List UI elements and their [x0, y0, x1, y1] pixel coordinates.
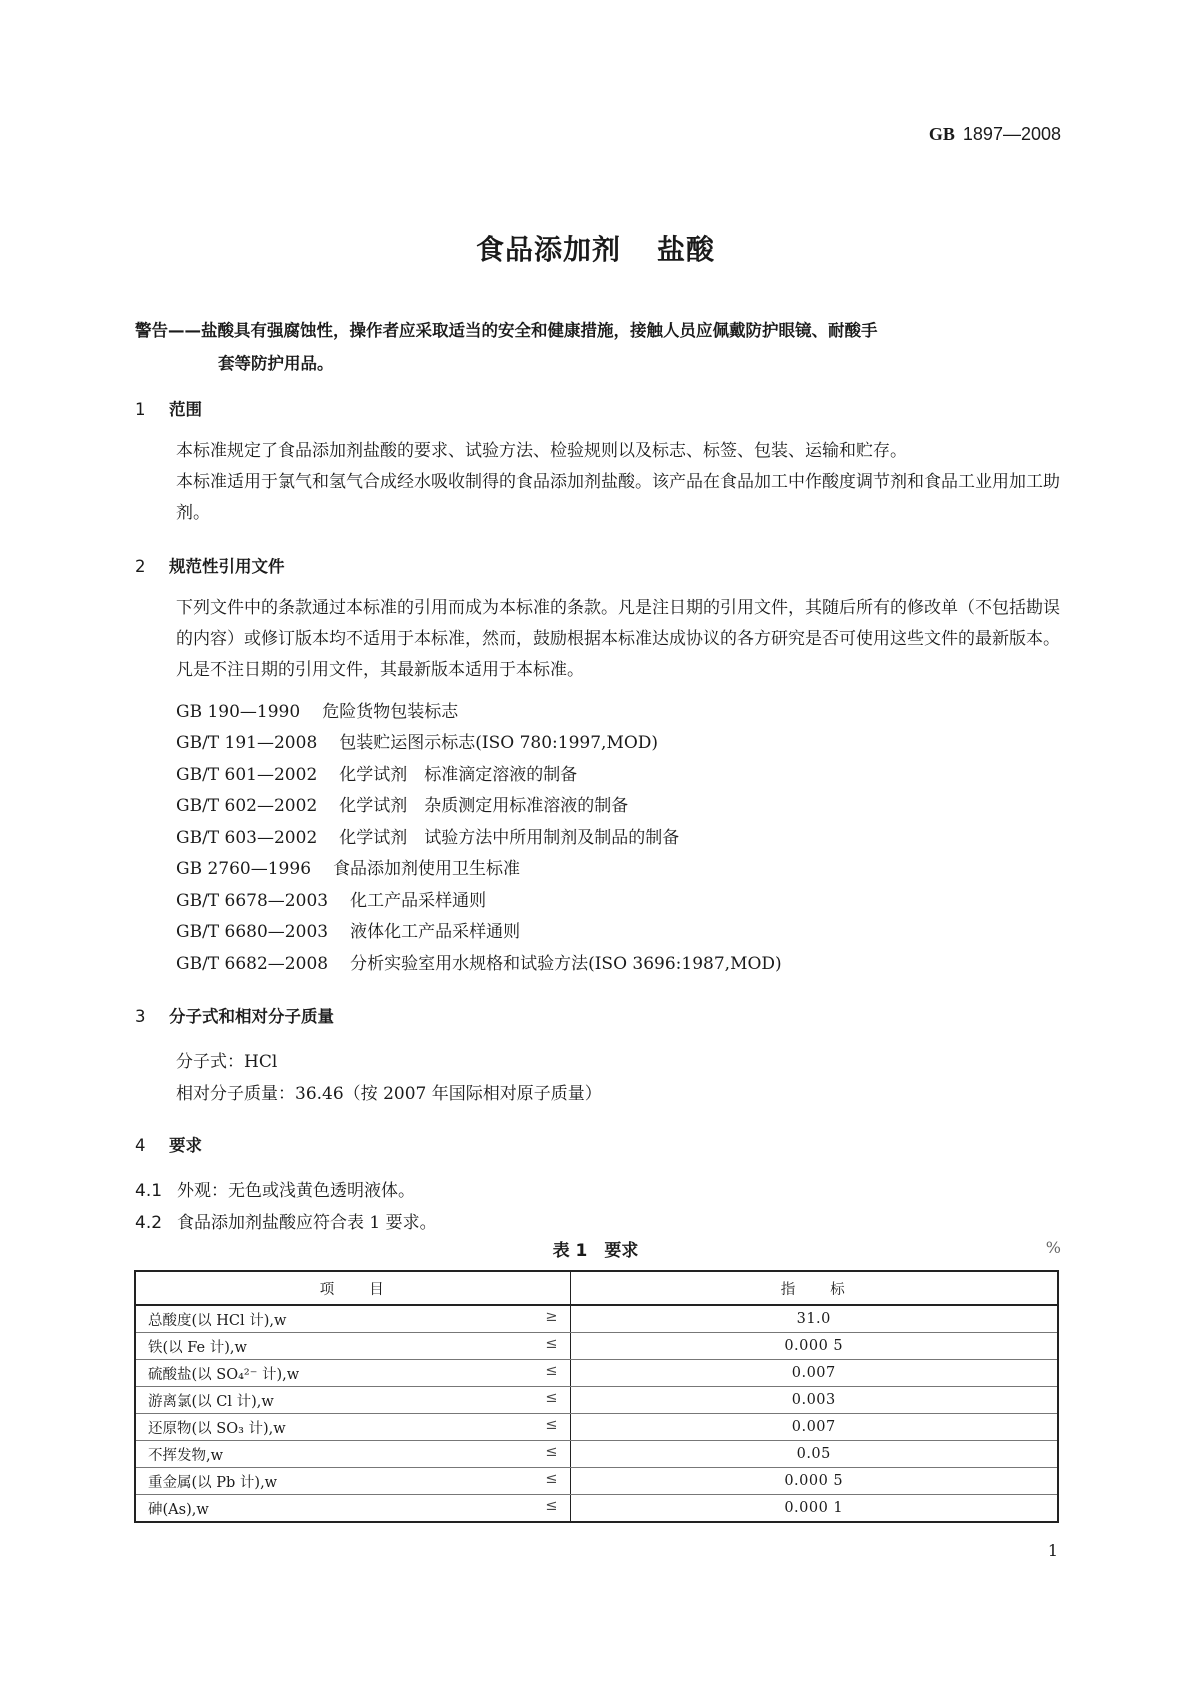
- section-2-para: 下列文件中的条款通过本标准的引用而成为本标准的条款。凡是注日期的引用文件，其随后所有的修改单（不包括勘误的内容）或修订版本均不适用于本标准，然而，鼓励根据本标准达成协议的各方研究是否可使用这些文件的最新版本。凡是不注日期的引用文件，其最新版本适用于本标准。: [176, 598, 1060, 680]
- comparison-operator: ≤: [545, 1390, 558, 1406]
- title-part2: 盐酸: [657, 233, 716, 266]
- row-value: 0.000 5: [570, 1468, 1058, 1495]
- table-row: [135, 1305, 1058, 1333]
- comparison-operator: ≤: [545, 1498, 558, 1514]
- section-1-para2: 本标准适用于氯气和氢气合成经水吸收制得的食品添加剂盐酸。该产品在食品加工中作酸度调节剂和食品工业用加工助剂。: [176, 472, 1060, 523]
- requirements-table: [134, 1270, 1059, 1523]
- page-number: 1: [1047, 1541, 1058, 1560]
- reference-item: GB/T 6678—2003 化工产品采样通则: [176, 891, 487, 911]
- table-row: [135, 1495, 1058, 1523]
- molecular-mass: 相对分子质量：36.46（按 2007 年国际相对原子质量）: [176, 1084, 602, 1104]
- row-item: 铁(以 Fe 计),w: [148, 1339, 247, 1356]
- reference-item: GB 2760—1996 食品添加剂使用卫生标准: [176, 859, 521, 879]
- section-1-body: [135, 436, 1060, 529]
- table-caption: 表 1 要求: [552, 1241, 639, 1261]
- document-title: [0, 228, 1191, 268]
- section-3-heading: 3 分子式和相对分子质量: [135, 1007, 334, 1026]
- row-value: 0.007: [570, 1360, 1058, 1387]
- row-value: 0.05: [570, 1441, 1058, 1468]
- row-item: 总酸度(以 HCl 计),w: [148, 1312, 287, 1329]
- reference-item: GB/T 601—2002 化学试剂 标准滴定溶液的制备: [176, 765, 578, 785]
- comparison-operator: ≥: [545, 1309, 558, 1325]
- reference-item: GB 190—1990 危险货物包装标志: [176, 702, 459, 722]
- warning-line1: 警告——盐酸具有强腐蚀性，操作者应采取适当的安全和健康措施，接触人员应佩戴防护眼镜、耐酸手: [135, 321, 878, 340]
- row-item: 不挥发物,w: [148, 1447, 224, 1464]
- title-part1: 食品添加剂: [475, 233, 621, 266]
- reference-item: GB/T 6682—2008 分析实验室用水规格和试验方法(ISO 3696:1987,MOD): [176, 954, 782, 974]
- row-value: 0.000 1: [570, 1495, 1058, 1523]
- row-value: 0.000 5: [570, 1333, 1058, 1360]
- row-item: 硫酸盐(以 SO₄²⁻ 计),w: [148, 1366, 300, 1383]
- table-header-row: [135, 1271, 1058, 1305]
- table-row: [135, 1333, 1058, 1360]
- section-2-body: [135, 593, 1060, 686]
- comparison-operator: ≤: [545, 1417, 558, 1433]
- section-1-heading: 1 范围: [135, 400, 202, 419]
- row-value: 31.0: [570, 1305, 1058, 1333]
- comparison-operator: ≤: [545, 1471, 558, 1487]
- section-1-para1: 本标准规定了食品添加剂盐酸的要求、试验方法、检验规则以及标志、标签、包装、运输和贮存。: [176, 441, 907, 461]
- standard-number: 1897—2008: [962, 124, 1061, 144]
- molecular-formula: 分子式：HCl: [176, 1052, 278, 1072]
- header-value: 指 标: [570, 1271, 1058, 1305]
- row-value: 0.007: [570, 1414, 1058, 1441]
- row-item: 砷(As),w: [148, 1501, 209, 1518]
- standard-code: [929, 124, 1061, 145]
- section-2-heading: 2 规范性引用文件: [135, 557, 285, 576]
- row-item: 还原物(以 SO₃ 计),w: [148, 1420, 286, 1437]
- table-row: [135, 1468, 1058, 1495]
- comparison-operator: ≤: [545, 1363, 558, 1379]
- table-row: [135, 1441, 1058, 1468]
- reference-item: GB/T 6680—2003 液体化工产品采样通则: [176, 922, 521, 942]
- row-item: 游离氯(以 Cl 计),w: [148, 1393, 274, 1410]
- warning-line2: 套等防护用品。: [218, 354, 334, 373]
- row-value: 0.003: [570, 1387, 1058, 1414]
- reference-item: GB/T 603—2002 化学试剂 试验方法中所用制剂及制品的制备: [176, 828, 680, 848]
- table-unit: %: [1045, 1238, 1061, 1257]
- reference-item: GB/T 191—2008 包装贮运图示标志(ISO 780:1997,MOD): [176, 733, 659, 753]
- standard-prefix: GB: [928, 124, 955, 144]
- header-item: 项 目: [135, 1271, 570, 1305]
- reference-item: GB/T 602—2002 化学试剂 杂质测定用标准溶液的制备: [176, 796, 629, 816]
- warning-block: [135, 314, 1060, 380]
- comparison-operator: ≤: [545, 1444, 558, 1460]
- row-item: 重金属(以 Pb 计),w: [148, 1474, 278, 1491]
- table-row: [135, 1360, 1058, 1387]
- table-row: [135, 1387, 1058, 1414]
- table-row: [135, 1414, 1058, 1441]
- section-4-heading: 4 要求: [135, 1136, 202, 1155]
- comparison-operator: ≤: [545, 1336, 558, 1352]
- clause-4-1: 4.1 外观：无色或浅黄色透明液体。: [135, 1181, 415, 1201]
- clause-4-2: 4.2 食品添加剂盐酸应符合表 1 要求。: [135, 1213, 437, 1233]
